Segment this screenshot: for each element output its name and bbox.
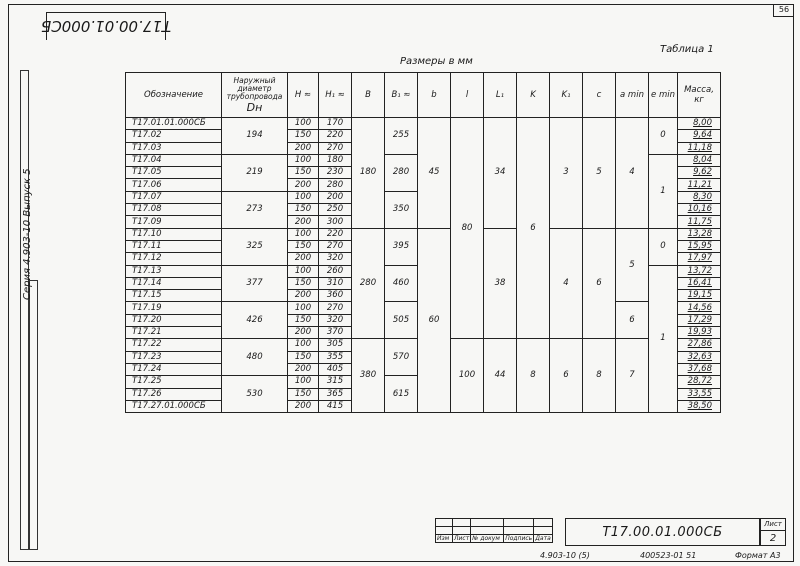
title-block-code: Т17.00.01.000СБ [565,518,760,546]
cell-B1: 395 [385,228,418,265]
cell-K: 6 [517,118,550,339]
cell-H: 150 [288,314,319,326]
cell-designation: Т17.01.01.000СБ [126,118,222,130]
cell-B1: 460 [385,265,418,302]
cell-H: 100 [288,118,319,130]
cell-H: 100 [288,191,319,203]
cell-designation: Т17.12 [126,253,222,265]
cell-a: 6 [616,302,649,339]
cell-designation: Т17.08 [126,204,222,216]
title-block-grid [435,518,553,543]
tb-col-date: Дата [535,535,551,542]
cell-H: 100 [288,339,319,351]
cell-H1: 220 [319,130,352,142]
cell-designation: Т17.06 [126,179,222,191]
cell-H1: 370 [319,327,352,339]
cell-H: 200 [288,327,319,339]
cell-H: 150 [288,130,319,142]
cell-designation: Т17.09 [126,216,222,228]
cell-mass: 8,00 [678,118,721,130]
cell-H: 150 [288,388,319,400]
cell-H1: 405 [319,363,352,375]
cell-H1: 280 [319,179,352,191]
cell-H: 200 [288,400,319,412]
cell-mass: 11,75 [678,216,721,228]
cell-H1: 200 [319,191,352,203]
cell-designation: Т17.26 [126,388,222,400]
table-row [126,118,721,130]
cell-mass: 19,15 [678,290,721,302]
header-K: K [517,73,550,118]
cell-mass: 27,86 [678,339,721,351]
cell-c: 8 [583,339,616,413]
cell-H: 100 [288,154,319,166]
cell-B1: 280 [385,154,418,191]
cell-mass: 32,63 [678,351,721,363]
cell-H1: 320 [319,314,352,326]
cell-mass: 11,18 [678,142,721,154]
cell-designation: Т17.03 [126,142,222,154]
cell-H: 100 [288,265,319,277]
cell-outer-diameter: 273 [222,191,288,228]
cell-mass: 37,68 [678,363,721,375]
cell-H1: 220 [319,228,352,240]
cell-designation: Т17.07 [126,191,222,203]
cell-H1: 365 [319,388,352,400]
cell-H1: 270 [319,142,352,154]
cell-H: 150 [288,277,319,289]
cell-mass: 14,56 [678,302,721,314]
cell-mass: 9,64 [678,130,721,142]
series-label: Серия 4.903-10 Выпуск 5 [22,168,33,300]
cell-mass: 11,21 [678,179,721,191]
cell-mass: 13,28 [678,228,721,240]
cell-H1: 310 [319,277,352,289]
cell-designation: Т17.04 [126,154,222,166]
header-c: c [583,73,616,118]
cell-H: 200 [288,290,319,302]
cell-mass: 28,72 [678,376,721,388]
cell-H1: 270 [319,302,352,314]
cell-e: 0 [649,228,678,265]
cell-c: 6 [583,228,616,339]
cell-H1: 355 [319,351,352,363]
cell-B1: 570 [385,339,418,376]
cell-mass: 17,97 [678,253,721,265]
cell-H: 150 [288,351,319,363]
header-K1: K₁ [550,73,583,118]
cell-designation: Т17.11 [126,240,222,252]
cell-B: 180 [352,118,385,229]
cell-H: 150 [288,240,319,252]
cell-designation: Т17.15 [126,290,222,302]
cell-mass: 17,29 [678,314,721,326]
spec-table [125,72,721,413]
cell-designation: Т17.20 [126,314,222,326]
cell-B: 280 [352,228,385,339]
cell-b: 45 [418,118,451,229]
cell-mass: 38,50 [678,400,721,412]
cell-e: 1 [649,265,678,413]
tb-col-doc: № докум [471,535,504,543]
cell-designation: Т17.02 [126,130,222,142]
cell-a: 4 [616,118,649,229]
sheet-corner-number: 56 [773,4,794,17]
tb-col-izm: Изм [436,535,453,543]
footer-mid: 400523-01 51 [640,551,697,560]
cell-L1: 38 [484,228,517,339]
cell-H: 100 [288,228,319,240]
cell-B1: 615 [385,376,418,413]
cell-designation: Т17.10 [126,228,222,240]
cell-L1: 34 [484,118,517,229]
cell-H1: 300 [319,216,352,228]
cell-designation: Т17.21 [126,327,222,339]
cell-outer-diameter: 530 [222,376,288,413]
cell-designation: Т17.27.01.000СБ [126,400,222,412]
header-b: b [418,73,451,118]
cell-l: 100 [451,339,484,413]
sheet-number: 2 [769,533,777,544]
footer-left: 4.903-10 (5) [540,551,590,560]
cell-H1: 250 [319,204,352,216]
tb-col-sign: Подпись [505,535,533,542]
cell-H1: 305 [319,339,352,351]
cell-outer-diameter: 194 [222,118,288,155]
table-row [126,228,721,240]
cell-c: 5 [583,118,616,229]
cell-H: 200 [288,179,319,191]
header-a: a min [616,73,649,118]
cell-designation: Т17.19 [126,302,222,314]
cell-outer-diameter: 377 [222,265,288,302]
table-label: Таблица 1 [660,44,714,55]
cell-designation: Т17.14 [126,277,222,289]
cell-H1: 170 [319,118,352,130]
cell-e: 0 [649,118,678,155]
cell-H1: 260 [319,265,352,277]
cell-K1: 6 [550,339,583,413]
cell-outer-diameter: 426 [222,302,288,339]
left-margin-strip [20,70,40,550]
cell-designation: Т17.24 [126,363,222,375]
cell-designation: Т17.23 [126,351,222,363]
cell-b: 60 [418,228,451,412]
cell-H1: 230 [319,167,352,179]
sheet-box [760,518,786,546]
cell-a: 5 [616,228,649,302]
cell-mass: 8,04 [678,154,721,166]
header-L1: L₁ [484,73,517,118]
cell-K1: 4 [550,228,583,339]
cell-mass: 13,72 [678,265,721,277]
header-H1: H₁ ≈ [319,73,352,118]
cell-H1: 415 [319,400,352,412]
header-H: H ≈ [288,73,319,118]
sheet-label: Лист [761,519,785,531]
cell-B1: 350 [385,191,418,228]
cell-H1: 320 [319,253,352,265]
cell-e: 1 [649,154,678,228]
cell-mass: 15,95 [678,240,721,252]
cell-H1: 315 [319,376,352,388]
cell-H1: 270 [319,240,352,252]
cell-H: 150 [288,204,319,216]
cell-K: 8 [517,339,550,413]
header-designation: Обозначение [126,73,222,118]
cell-outer-diameter: 480 [222,339,288,376]
cell-H: 100 [288,376,319,388]
cell-outer-diameter: 325 [222,228,288,265]
cell-l: 80 [451,118,484,339]
cell-H: 200 [288,363,319,375]
cell-mass: 33,55 [678,388,721,400]
cell-designation: Т17.05 [126,167,222,179]
header-mass: Масса, кг [678,73,721,118]
cell-L1: 44 [484,339,517,413]
header-l: l [451,73,484,118]
cell-mass: 16,41 [678,277,721,289]
cell-designation: Т17.25 [126,376,222,388]
cell-H1: 180 [319,154,352,166]
cell-designation: Т17.22 [126,339,222,351]
cell-a: 7 [616,339,649,413]
cell-H: 100 [288,302,319,314]
dimensions-note: Размеры в мм [400,56,473,67]
cell-mass: 9,62 [678,167,721,179]
header-e: e min [649,73,678,118]
rotated-stamp: Т17.00.01.000СБ [46,12,166,40]
cell-K1: 3 [550,118,583,229]
cell-B: 380 [352,339,385,413]
footer-right: Формат А3 [735,551,781,560]
cell-H: 150 [288,167,319,179]
cell-H1: 360 [319,290,352,302]
cell-B1: 505 [385,302,418,339]
cell-H: 200 [288,142,319,154]
cell-H: 200 [288,216,319,228]
cell-mass: 10,16 [678,204,721,216]
header-outer-diameter: Наружный диаметр трубопровода Dн [222,73,288,118]
tb-col-list: Лист [454,535,470,542]
cell-outer-diameter: 219 [222,154,288,191]
header-B1: B₁ ≈ [385,73,418,118]
cell-mass: 8,30 [678,191,721,203]
cell-mass: 19,93 [678,327,721,339]
cell-designation: Т17.13 [126,265,222,277]
cell-B1: 255 [385,118,418,155]
header-B: B [352,73,385,118]
cell-H: 200 [288,253,319,265]
